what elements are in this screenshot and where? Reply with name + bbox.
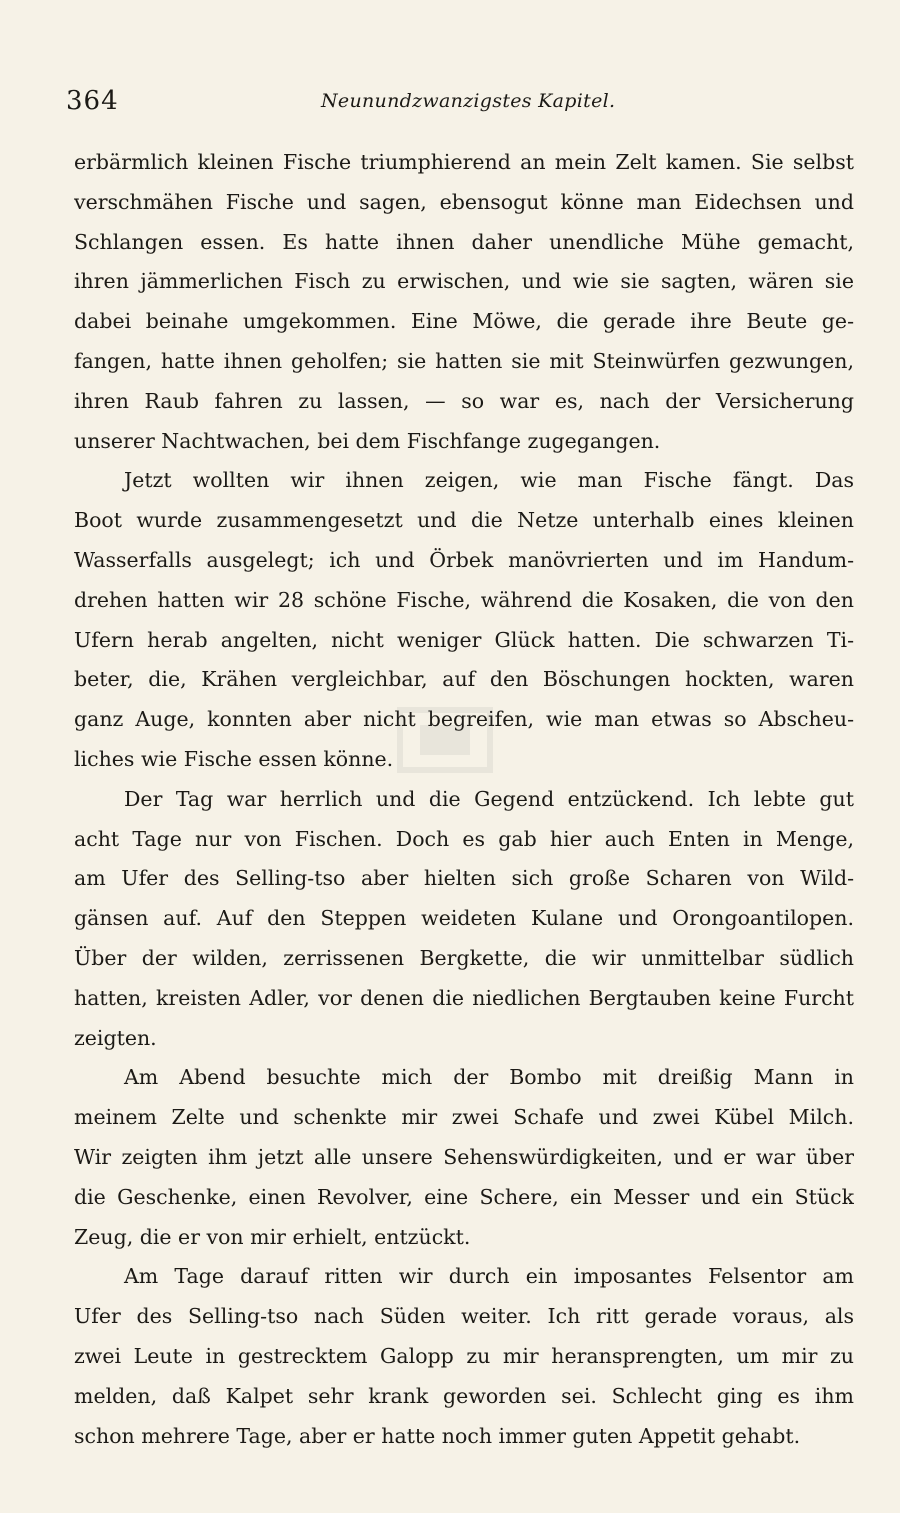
text-line: Ufer des Selling-tso nach Süden weiter. Ich ritt gerade voraus, als — [74, 1304, 854, 1329]
text-line: ihren jämmerlichen Fisch zu erwischen, und wie sie sagten, wären sie — [74, 269, 854, 294]
text-line: Zeug, die er von mir erhielt, entzückt. — [74, 1224, 471, 1249]
paragraph — [74, 1257, 854, 1456]
text-line: schon mehrere Tage, aber er hatte noch immer guten Appetit gehabt. — [74, 1423, 801, 1448]
paragraph — [74, 143, 854, 461]
text-line: unserer Nachtwachen, bei dem Fischfange zugegangen. — [74, 428, 661, 453]
paragraph — [74, 1058, 854, 1257]
text-line: am Ufer des Selling-tso aber hielten sich große Scharen von Wild- — [74, 866, 854, 891]
text-line: meinem Zelte und schenkte mir zwei Schafe und zwei Kübel Milch. — [74, 1105, 854, 1130]
text-line: Am Tage darauf ritten wir durch ein imposantes Felsentor am — [124, 1264, 854, 1289]
paragraph — [74, 461, 854, 779]
page-header — [66, 86, 856, 126]
text-line: Schlangen essen. Es hatte ihnen daher unendliche Mühe gemacht, — [74, 229, 854, 254]
text-line: verschmähen Fische und sagen, ebensogut könne man Eidechsen und — [74, 189, 854, 214]
text-line: Boot wurde zusammengesetzt und die Netze unterhalb eines kleinen — [74, 508, 854, 533]
text-line: Wasserfalls ausgelegt; ich und Örbek manövrierten und im Handum- — [74, 547, 854, 572]
text-line: Über der wilden, zerrissenen Bergkette, die wir unmittelbar südlich — [74, 945, 854, 970]
text-line: gänsen auf. Auf den Steppen weideten Kulane und Orongoantilopen. — [74, 906, 854, 931]
body-text — [74, 143, 854, 1456]
text-line: melden, daß Kalpet sehr krank geworden sei. Schlecht ging es ihm — [74, 1383, 854, 1408]
text-line: beter, die, Krähen vergleichbar, auf den Böschungen hockten, waren — [74, 667, 854, 692]
page-number: 364 — [66, 86, 119, 116]
text-line: ihren Raub fahren zu lassen, — so war es, nach der Versicherung — [74, 388, 854, 413]
text-line: Am Abend besuchte mich der Bombo mit dreißig Mann in — [124, 1065, 854, 1090]
text-line: Wir zeigten ihm jetzt alle unsere Sehenswürdigkeiten, und er war über — [74, 1144, 854, 1169]
text-line: dabei beinahe umgekommen. Eine Möwe, die gerade ihre Beute ge- — [74, 309, 854, 334]
running-head: Neunundzwanzigstes Kapitel. — [321, 90, 616, 112]
text-line: zeigten. — [74, 1025, 157, 1050]
text-line: Ufern herab angelten, nicht weniger Glück hatten. Die schwarzen Ti- — [74, 627, 854, 652]
text-line: acht Tage nur von Fischen. Doch es gab hier auch Enten in Menge, — [74, 826, 854, 851]
text-line: Jetzt wollten wir ihnen zeigen, wie man Fische fängt. Das — [124, 468, 854, 493]
text-line: hatten, kreisten Adler, vor denen die niedlichen Bergtauben keine Furcht — [74, 985, 854, 1010]
text-line: fangen, hatte ihnen geholfen; sie hatten sie mit Steinwürfen gezwungen, — [74, 348, 854, 373]
text-line: ganz Auge, konnten aber nicht begreifen, wie man etwas so Abscheu- — [74, 707, 854, 732]
text-line: drehen hatten wir 28 schöne Fische, während die Kosaken, die von den — [74, 587, 854, 612]
text-line: zwei Leute in gestrecktem Galopp zu mir heransprengten, um mir zu — [74, 1343, 854, 1368]
text-line: liches wie Fische essen könne. — [74, 746, 394, 771]
text-line: die Geschenke, einen Revolver, eine Schere, ein Messer und ein Stück — [74, 1184, 854, 1209]
text-line: Der Tag war herrlich und die Gegend entzückend. Ich lebte gut — [124, 786, 854, 811]
text-line: erbärmlich kleinen Fische triumphierend an mein Zelt kamen. Sie selbst — [74, 150, 854, 174]
paragraph — [74, 780, 854, 1059]
